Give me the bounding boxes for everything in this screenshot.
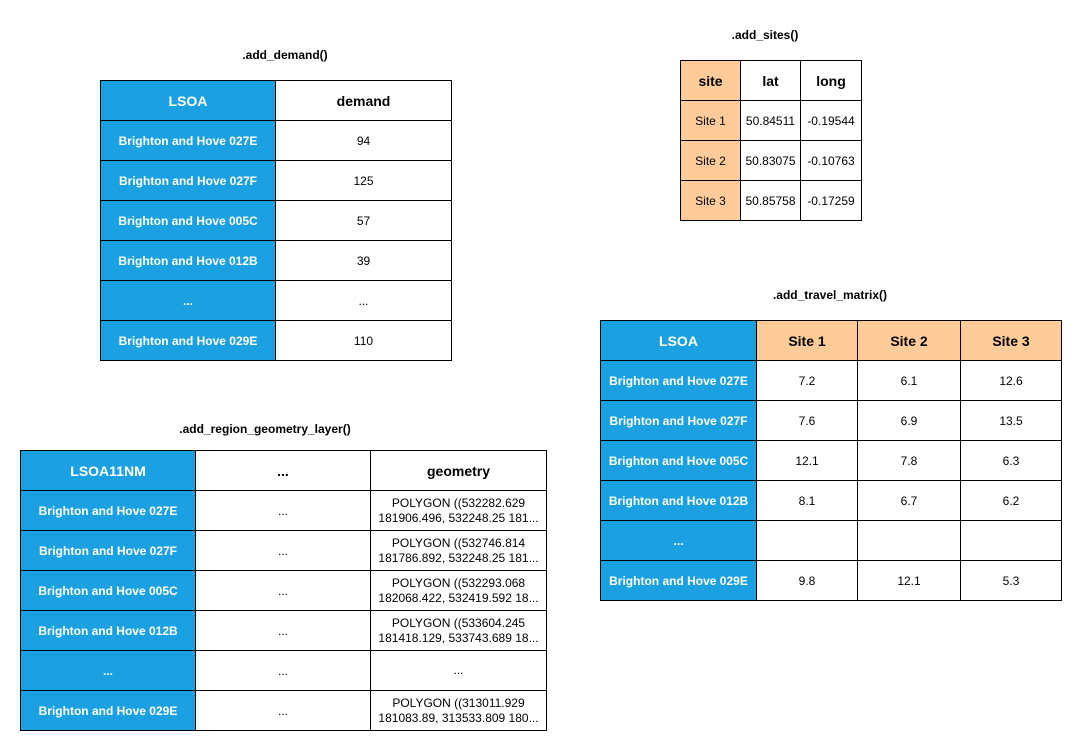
geometry-table-caption: .add_region_geometry_layer() [179,422,351,436]
geometry-line: POLYGON ((532746.814 [391,535,526,550]
column-header: Site 1 [757,321,858,361]
table-row [681,141,862,181]
geometry-line: POLYGON ((532282.629 [391,495,526,510]
geometry-line: POLYGON ((313011.929 [392,695,525,710]
table-row [21,531,547,571]
column-header: long [801,61,862,101]
value-cell: 12.1 [858,561,961,601]
column-header: LSOA11NM [21,451,196,491]
column-header: demand [276,81,452,121]
table-row [101,241,452,281]
geometry-line: 181786.892, 532248.25 181... [378,550,539,565]
table-row [601,441,1062,481]
row-key-cell: Site 1 [681,101,741,141]
value-cell: 50.85758 [741,181,801,221]
value-cell: 7.6 [757,401,858,441]
value-cell: ... [276,281,452,321]
header-row [101,81,452,121]
value-cell: ... [196,611,371,651]
row-key-cell: Brighton and Hove 005C [101,201,276,241]
row-key-cell: ... [601,521,757,561]
row-key-cell: Brighton and Hove 027F [21,531,196,571]
value-cell: 94 [276,121,452,161]
value-cell: 6.9 [858,401,961,441]
value-cell: 6.1 [858,361,961,401]
column-header: LSOA [101,81,276,121]
table-row [21,651,547,691]
value-cell: 5.3 [961,561,1062,601]
row-key-cell: Brighton and Hove 012B [101,241,276,281]
header-row [681,61,862,101]
row-key-cell: Brighton and Hove 029E [21,691,196,731]
column-header: Site 3 [961,321,1062,361]
value-cell: 57 [276,201,452,241]
geometry-line: 181083.89, 313533.809 180... [378,710,539,725]
column-header: lat [741,61,801,101]
value-cell: 39 [276,241,452,281]
table-row [681,101,862,141]
column-header: site [681,61,741,101]
travel-matrix-caption: .add_travel_matrix() [772,288,888,302]
column-header: Site 2 [858,321,961,361]
row-key-cell: Brighton and Hove 005C [601,441,757,481]
table-row [601,481,1062,521]
value-cell: ... [196,571,371,611]
row-key-cell: ... [101,281,276,321]
row-key-cell: Brighton and Hove 027E [21,491,196,531]
value-cell: 12.6 [961,361,1062,401]
table-row [101,281,452,321]
sites-table [680,60,862,221]
row-key-cell: Brighton and Hove 027E [601,361,757,401]
demand-table [100,80,452,361]
value-cell: ... [196,491,371,531]
geometry-cell [371,611,547,651]
table-row [601,521,1062,561]
row-key-cell: Site 3 [681,181,741,221]
column-header: ... [196,451,371,491]
geometry-line: 181906.496, 532248.25 181... [378,510,539,525]
geometry-cell [371,531,547,571]
table-row [21,491,547,531]
table-row [101,161,452,201]
value-cell: 12.1 [757,441,858,481]
table-row [21,611,547,651]
geometry-line: 181418.129, 533743.689 18... [378,630,539,645]
value-cell: -0.17259 [801,181,862,221]
row-key-cell: Brighton and Hove 012B [601,481,757,521]
row-key-cell: Brighton and Hove 027F [601,401,757,441]
value-cell: -0.19544 [801,101,862,141]
table-row [101,121,452,161]
value-cell: 7.8 [858,441,961,481]
value-cell: 6.7 [858,481,961,521]
geometry-table [20,450,547,731]
value-cell: ... [196,531,371,571]
table-row [601,361,1062,401]
value-cell: 6.2 [961,481,1062,521]
value-cell: ... [196,651,371,691]
geometry-cell [371,691,547,731]
value-cell: 7.2 [757,361,858,401]
value-cell: 50.84511 [741,101,801,141]
row-key-cell: Brighton and Hove 005C [21,571,196,611]
header-row [21,451,547,491]
demand-table-caption: .add_demand() [242,48,328,62]
table-row [21,691,547,731]
geometry-line: 182068.422, 532419.592 18... [378,590,539,605]
value-cell: 8.1 [757,481,858,521]
geometry-line: ... [453,663,464,677]
column-header: geometry [371,451,547,491]
geometry-cell [371,571,547,611]
sites-table-caption: .add_sites() [731,28,799,42]
row-key-cell: ... [21,651,196,691]
row-key-cell: Brighton and Hove 027E [101,121,276,161]
geometry-cell [371,491,547,531]
table-row [101,321,452,361]
value-cell: 50.83075 [741,141,801,181]
table-row [101,201,452,241]
value-cell: 110 [276,321,452,361]
row-key-cell: Brighton and Hove 027F [101,161,276,201]
table-row [21,571,547,611]
row-key-cell: Brighton and Hove 029E [601,561,757,601]
value-cell: -0.10763 [801,141,862,181]
column-header: LSOA [601,321,757,361]
row-key-cell: Brighton and Hove 012B [21,611,196,651]
value-cell: 125 [276,161,452,201]
geometry-line: POLYGON ((532293.068 [391,575,526,590]
value-cell: 6.3 [961,441,1062,481]
geometry-line: POLYGON ((533604.245 [391,615,526,630]
value-cell [858,521,961,561]
row-key-cell: Site 2 [681,141,741,181]
header-row [601,321,1062,361]
value-cell: 13.5 [961,401,1062,441]
value-cell [961,521,1062,561]
value-cell [757,521,858,561]
row-key-cell: Brighton and Hove 029E [101,321,276,361]
table-row [601,401,1062,441]
table-row [681,181,862,221]
travel-matrix-table [600,320,1062,601]
geometry-cell [371,651,547,691]
value-cell: 9.8 [757,561,858,601]
value-cell: ... [196,691,371,731]
table-row [601,561,1062,601]
